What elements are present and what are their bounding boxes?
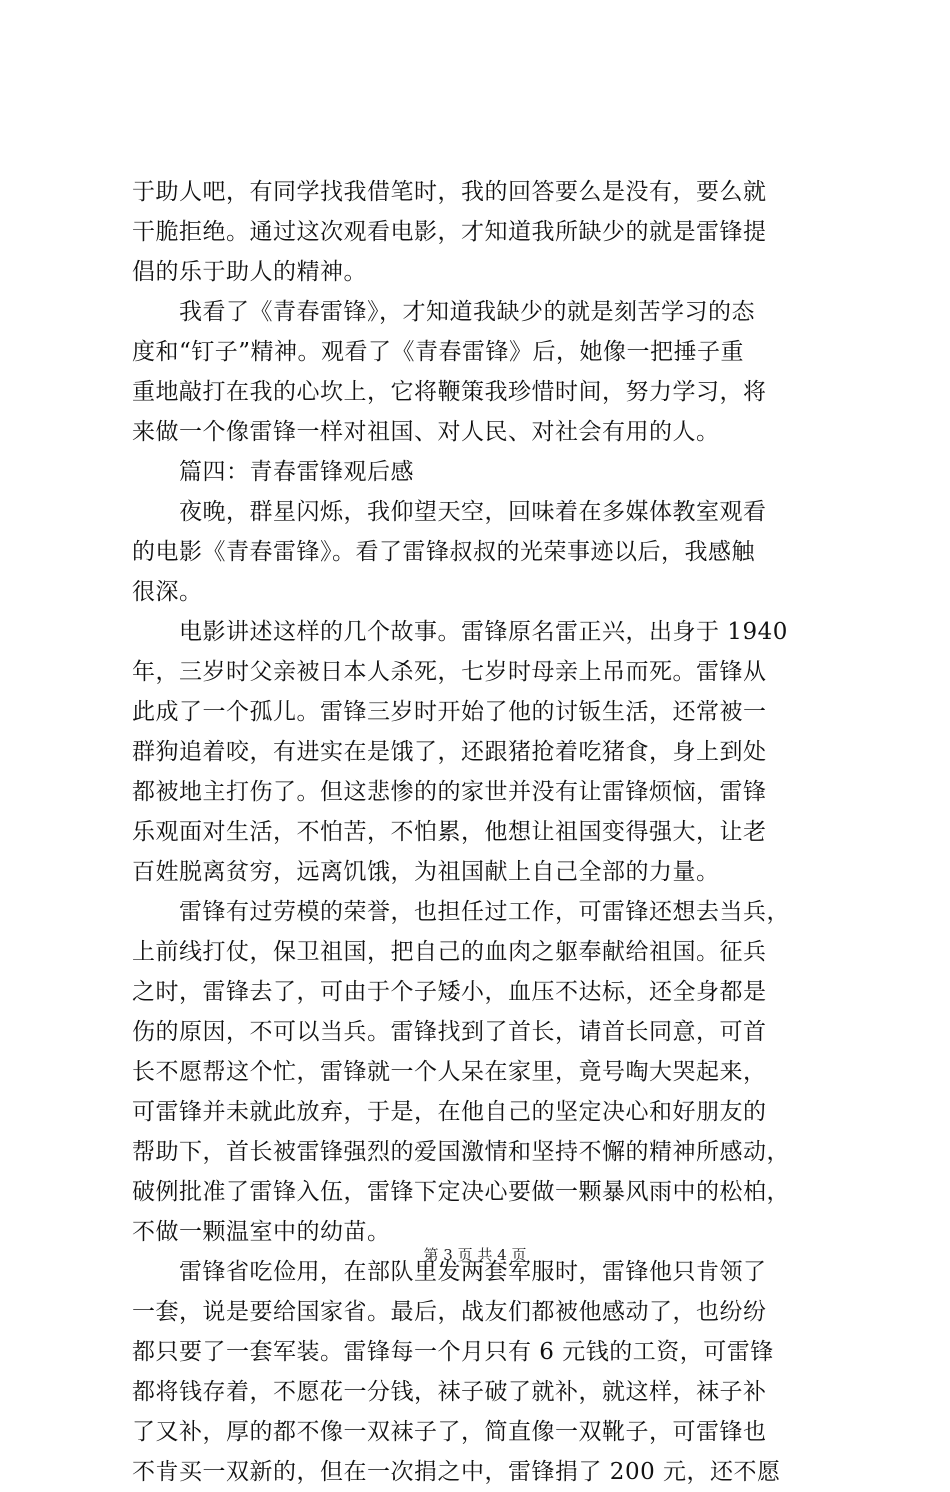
text-line: 此成了一个孤儿。雷锋三岁时开始了他的讨钣生活，还常被一 (132, 699, 767, 725)
text-line: 雷锋省吃俭用，在部队里发两套军服时，雷锋他只肯领了 (132, 1259, 767, 1285)
text-line: 群狗追着咬，有进实在是饿了，还跟猪抢着吃猪食，身上到处 (132, 739, 767, 765)
text-line: 之时，雷锋去了，可由于个子矮小，血压不达标，还全身都是 (132, 979, 767, 1005)
text-line: 年，三岁时父亲被日本人杀死，七岁时母亲上吊而死。雷锋从 (132, 659, 767, 685)
text-line: 干脆拒绝。通过这次观看电影，才知道我所缺少的就是雷锋提 (132, 219, 767, 245)
text-line: 都被地主打伤了。但这悲惨的的家世并没有让雷锋烦恼，雷锋 (132, 779, 767, 805)
text-line: 上前线打仗，保卫祖国，把自己的血肉之躯奉献给祖国。征兵 (132, 939, 767, 965)
text-line: 不做一颗温室中的幼苗。 (132, 1219, 391, 1245)
text-line: 倡的乐于助人的精神。 (132, 259, 367, 285)
text-line: 度和“钉子”精神。观看了《青春雷锋》后，她像一把捶子重 (132, 339, 745, 365)
body-text (132, 172, 832, 1492)
text-line: 百姓脱离贫穷，远离饥饿，为祖国献上自己全部的力量。 (132, 859, 720, 885)
text-line: 于助人吧，有同学找我借笔时，我的回答要么是没有，要么就 (132, 179, 767, 205)
text-line: 我看了《青春雷锋》，才知道我缺少的就是刻苦学习的态 (132, 299, 755, 325)
text-line: 夜晚，群星闪烁，我仰望天空，回味着在多媒体教室观看 (132, 499, 767, 525)
text-line: 来做一个像雷锋一样对祖国、对人民、对社会有用的人。 (132, 419, 720, 445)
text-line: 雷锋有过劳模的荣誉，也担任过工作，可雷锋还想去当兵， (132, 899, 790, 925)
text-line: 伤的原因，不可以当兵。雷锋找到了首长，请首长同意，可首 (132, 1019, 767, 1045)
text-line: 一套，说是要给国家省。最后，战友们都被他感动了，也纷纷 (132, 1299, 767, 1325)
text-line: 了又补，厚的都不像一双袜子了，简直像一双靴子，可雷锋也 (132, 1419, 767, 1445)
text-line: 重地敲打在我的心坎上，它将鞭策我珍惜时间，努力学习，将 (132, 379, 767, 405)
text-line: 不肯买一双新的，但在一次捐之中，雷锋捐了 200 元，还不愿 (132, 1459, 781, 1485)
page-footer: 第 3 页 共 4 页 (423, 1246, 527, 1264)
text-line: 长不愿帮这个忙，雷锋就一个人呆在家里，竟号啕大哭起来， (132, 1059, 767, 1085)
text-line: 的电影《青春雷锋》。看了雷锋叔叔的光荣事迹以后，我感触 (132, 539, 755, 565)
text-line: 电影讲述这样的几个故事。雷锋原名雷正兴，出身于 1940 (132, 619, 788, 645)
section-heading: 篇四：青春雷锋观后感 (132, 459, 414, 485)
text-line: 乐观面对生活，不怕苦，不怕累，他想让祖国变得强大，让老 (132, 819, 767, 845)
text-line: 都只要了一套军装。雷锋每一个月只有 6 元钱的工资，可雷锋 (132, 1339, 774, 1365)
text-line: 很深。 (132, 579, 203, 605)
text-line: 破例批准了雷锋入伍，雷锋下定决心要做一颗暴风雨中的松柏， (132, 1179, 790, 1205)
text-line: 可雷锋并未就此放弃，于是，在他自己的坚定决心和好朋友的 (132, 1099, 767, 1125)
text-line: 都将钱存着，不愿花一分钱，袜子破了就补，就这样，袜子补 (132, 1379, 767, 1405)
text-line: 帮助下，首长被雷锋强烈的爱国激情和坚持不懈的精神所感动， (132, 1139, 790, 1165)
